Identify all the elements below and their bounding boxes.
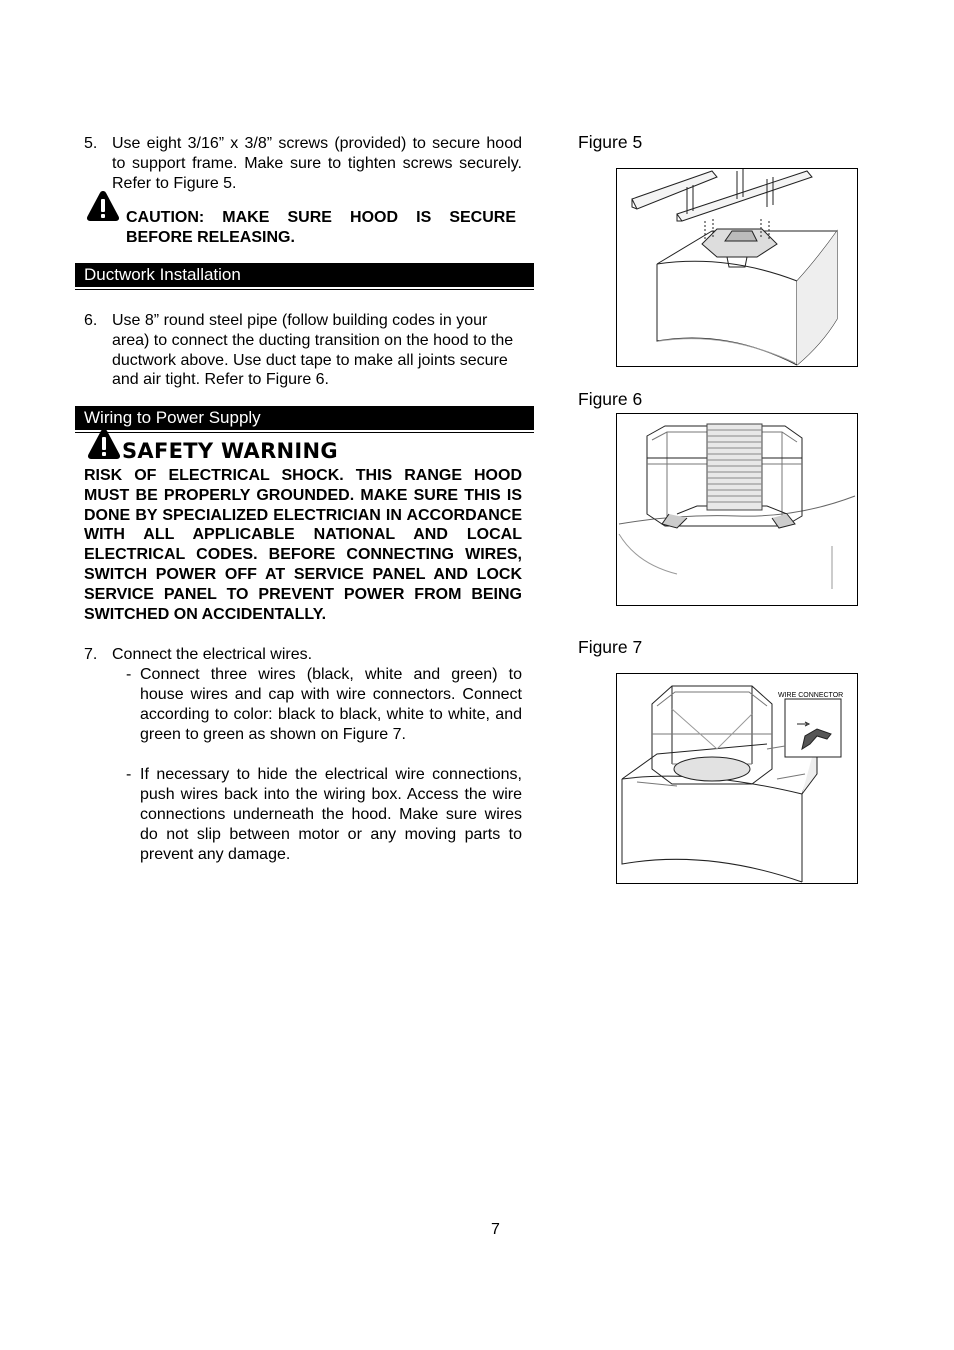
step-7 xyxy=(84,645,522,665)
safety-warning-text: RISK OF ELECTRICAL SHOCK. THIS RANGE HOOD MUST BE PROPERLY GROUNDED. MAKE SURE THIS IS DONE BY SPECIALIZED ELECTRICIAN IN ACCORDANCE WITH ALL APPLICABLE NATIONAL AND LOCAL ELECTRICAL CODES. BEFORE CONNECTING WIRES, SWITCH POWER OFF AT SERVICE PANEL AND LOCK SERVICE PANEL TO PREVENT POWER FROM BEING SWITCHED ON ACCIDENTALLY. xyxy=(84,467,522,623)
safety-warning-heading xyxy=(86,428,386,464)
caution-text: CAUTION: MAKE SURE HOOD IS SECURE BEFORE RELEASING. xyxy=(126,209,516,246)
figure-6-image xyxy=(616,413,858,606)
step-number: 7. xyxy=(84,646,98,663)
step-7-bullet-2 xyxy=(126,765,522,865)
safety-warning-title: SAFETY WARNING xyxy=(122,439,338,463)
bullet-dash: - xyxy=(126,766,132,783)
section-header-wiring: Wiring to Power Supply xyxy=(75,406,534,430)
warning-triangle-icon xyxy=(86,190,120,222)
step-text: Use 8” round steel pipe (follow building codes in your area) to connect the ducting transition on the hood to the ductwork above. Use duct tape to make all joints secure and air tight. Refer to Figure 6. xyxy=(112,312,514,389)
step-number: 6. xyxy=(84,312,98,329)
section-header-ductwork: Ductwork Installation xyxy=(75,263,534,287)
bullet-text: If necessary to hide the electrical wire connections, push wires back into the wiring box. Access the wire connections underneath the hood. Make sure wires do not slip between motor or any moving parts to prevent any damage. xyxy=(140,766,522,863)
bullet-text: Connect three wires (black, white and green) to house wires and cap with wire connectors. Connect according to color: black to black, white to white, and green to green as shown on Figure 7. xyxy=(140,666,522,743)
step-text: Connect the electrical wires. xyxy=(112,646,313,663)
wire-connector-label: WIRE CONNECTOR xyxy=(778,692,844,699)
step-text: Use eight 3/16” x 3/8” screws (provided) to secure hood to support frame. Make sure to tighten screws securely. Refer to Figure 5. xyxy=(112,135,522,192)
figure-7-label: Figure 7 xyxy=(578,637,643,657)
figure-5-label: Figure 5 xyxy=(578,132,643,152)
bullet-dash: - xyxy=(126,666,132,683)
step-5 xyxy=(84,134,522,193)
page-number: 7 xyxy=(491,1221,500,1238)
figure-7-image xyxy=(616,673,858,884)
step-6 xyxy=(84,311,518,390)
caution-icon-wrap xyxy=(86,190,120,222)
figure-5-image xyxy=(616,168,858,367)
step-7-bullet-1 xyxy=(126,665,522,745)
step-number: 5. xyxy=(84,135,98,152)
warning-triangle-icon xyxy=(86,428,122,460)
figure-6-label: Figure 6 xyxy=(578,389,643,409)
